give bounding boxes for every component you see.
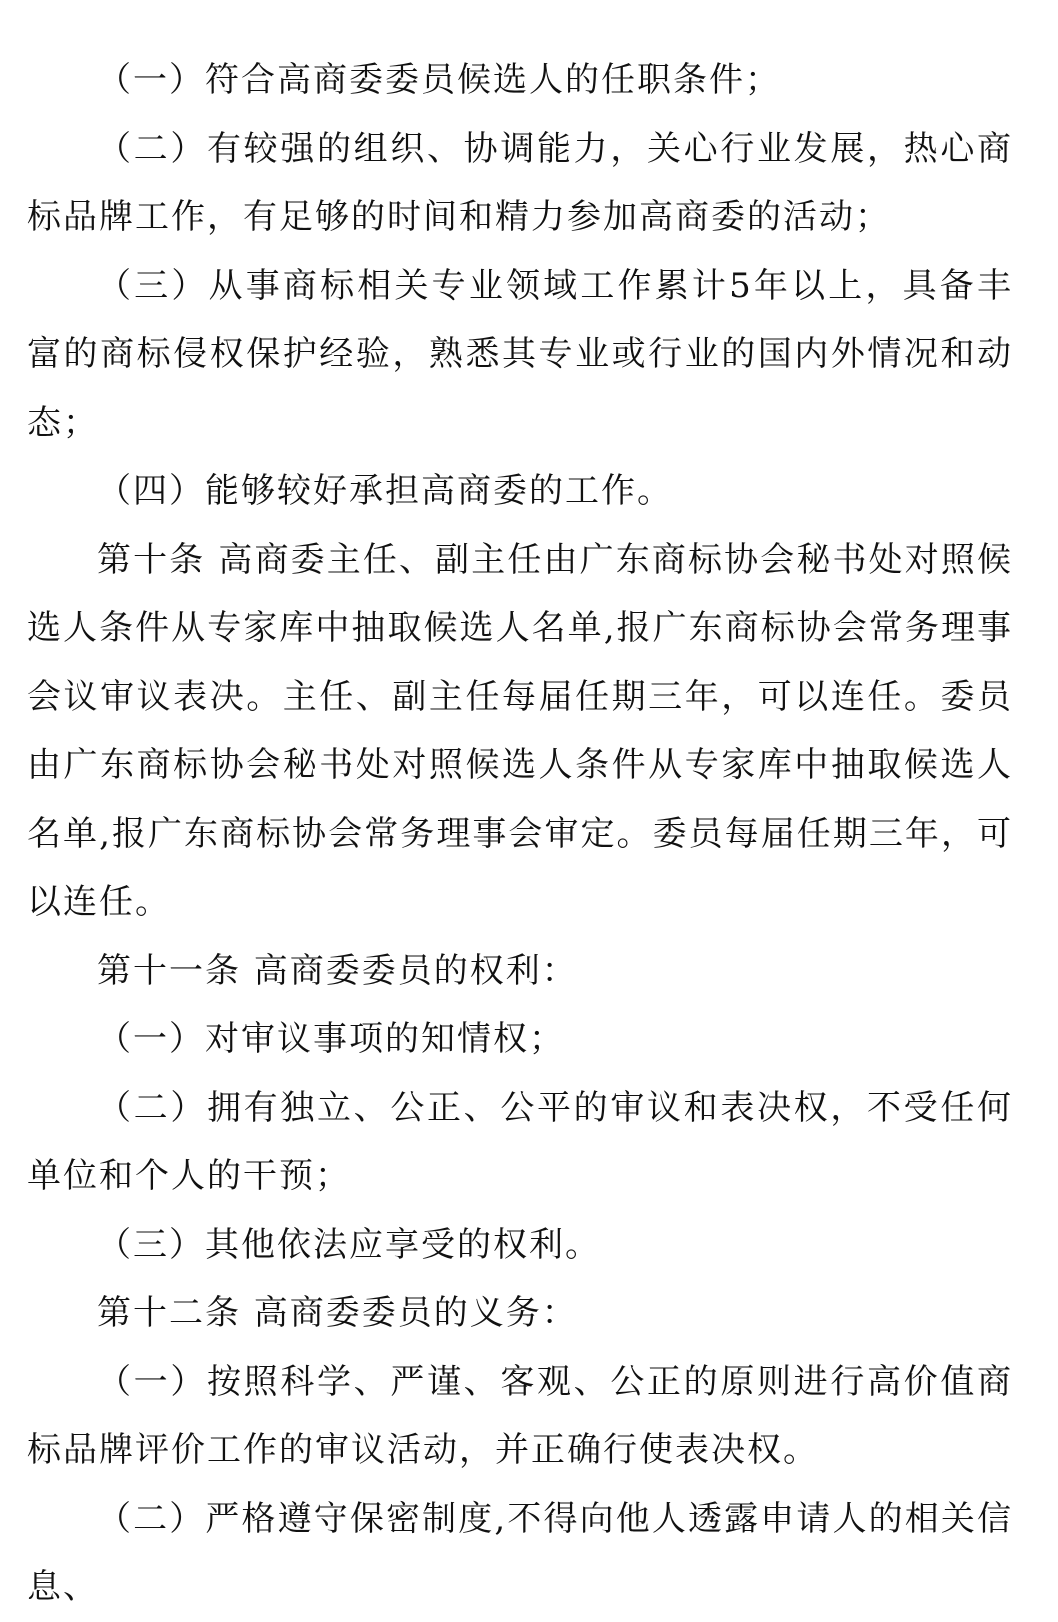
article-11-item-2: （二）拥有独立、公正、公平的审议和表决权，不受任何单位和个人的干预； <box>27 1087 1013 1196</box>
article-12-item-2: （二）严格遵守保密制度,不得向他人透露申请人的相关信息、 <box>27 1498 1013 1607</box>
paragraph-2: （二）有较强的组织、协调能力，关心行业发展，热心商标品牌工作，有足够的时间和精力参加高商委的活动； <box>27 128 1013 237</box>
paragraph-1: （一）符合高商委委员候选人的任职条件； <box>97 60 781 100</box>
article-10: 第十条 高商委主任、副主任由广东商标协会秘书处对照候选人条件从专家库中抽取候选人名单,报广东商标协会常务理事会议审议表决。主任、副主任每届任期三年，可以连任。委员由广东商标协会秘书处对照候选人条件从专家库中抽取候选人名单,报广东商标协会常务理事会审定。委员每届任期三年，可以连任。 <box>27 539 1013 922</box>
article-11-item-1: （一）对审议事项的知情权； <box>97 1019 565 1059</box>
article-11-item-3: （三）其他依法应享受的权利。 <box>97 1224 601 1265</box>
article-12-item-1: （一）按照科学、严谨、客观、公正的原则进行高价值商标品牌评价工作的审议活动，并正确行使表决权。 <box>27 1361 1013 1470</box>
paragraph-4: （四）能够较好承担高商委的工作。 <box>97 471 673 511</box>
document-body <box>27 46 1013 1622</box>
article-12-heading: 第十二条 高商委委员的义务： <box>97 1293 578 1333</box>
paragraph-3: （三）从事商标相关专业领域工作累计5年以上，具备丰富的商标侵权保护经验，熟悉其专业或行业的国内外情况和动态； <box>27 265 1013 443</box>
article-11-heading: 第十一条 高商委委员的权利： <box>97 950 578 991</box>
